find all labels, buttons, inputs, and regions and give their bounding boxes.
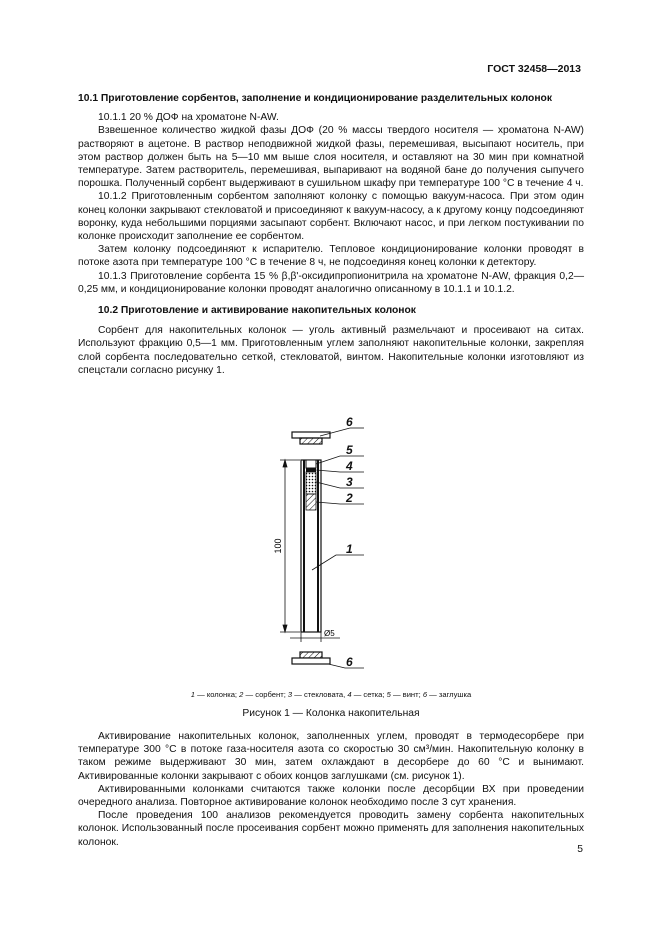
legend-text: — колонка; <box>195 690 240 699</box>
paragraph: 10.1.3 Приготовление сорбента 15 % β,β'-оксидипропионитрила на хроматоне N-AW, фракция 0,2—0,25 мм, и кондиционирование колонки проводят аналогично описанному в 10.1.1 и 10.1.2. <box>78 270 584 295</box>
label-6-bottom: 6 <box>346 655 353 669</box>
top-plug <box>292 428 364 444</box>
label-1: 1 <box>346 542 353 556</box>
paragraph: Взвешенное количество жидкой фазы ДОФ (20 % массы твердого носителя — хроматона N-AW) растворяют в ацетоне. В раствор неподвижной жидкой фазы, перемешивая, высыпают носитель, при этом раствор должен быть на 5—10 мм выше слоя носителя, и оставляют на 30 мин при комнатной температуре. Затем растворитель, перемешивая, выпаривают на водяной бане до получения сыпучего порошка. Полученный сорбент выдерживают в сушильном шкафу при температуре 100 °С в течение 4 ч. <box>78 125 584 190</box>
section-title-10-2: 10.2 Приготовление и активирование накопительных колонок <box>98 305 416 317</box>
legend-text: — винт; <box>390 690 423 699</box>
legend-num: 2 <box>239 690 244 699</box>
dim-length-label: 100 <box>273 538 283 554</box>
legend-num: 4 <box>347 690 352 699</box>
section-title-10-1: 10.1 Приготовление сорбентов, заполнение и кондиционирование разделительных колонок <box>78 93 552 104</box>
label-2: 2 <box>346 491 353 505</box>
bottom-plug <box>292 652 330 664</box>
paragraph: После проведения 100 анализов рекомендуется проводить замену сорбента накопительных колонок. Использованный после просеивания сорбент можно применять для заполнения накопительных колонок. <box>78 810 584 848</box>
legend-text: — сорбент; <box>243 690 288 699</box>
label-5: 5 <box>346 443 353 457</box>
paragraph: Затем колонку подсоединяют к испарителю. Тепловое кондиционирование колонки проводят в потоке азота при температуре 100 °С в течение 8 ч, не подсоединяя конец колонки к детектору. <box>78 244 584 269</box>
legend-num: 5 <box>386 690 391 699</box>
legend-text: — стекловата, <box>292 690 348 699</box>
figure-1-column-drawing <box>140 415 520 680</box>
legend-num: 3 <box>287 690 293 699</box>
section-10-2-continued <box>78 730 584 849</box>
paragraph: Сорбент для накопительных колонок — уголь активный размельчают и просеивают на ситах. Используют фракцию 0,5—1 мм. Приготовленным углем заполняют накопительные колонки, закрепляя слой сорбента последовательно сеткой, стекловатой, винтом. Накопительные колонки изготовляют из спецстали согласно рисунку 1. <box>78 325 584 376</box>
legend-num: 6 <box>422 690 428 699</box>
column-body <box>301 460 321 632</box>
paragraph: Активированными колонками считаются также колонки после десорбции ВХ при проведении очередного анализа. Повторное активирование колонок необходимо после 3 сут хранения. <box>78 783 584 809</box>
legend-num: 1 <box>190 690 195 699</box>
dim-diameter-label: Ø5 <box>324 629 335 638</box>
label-6-top: 6 <box>346 415 353 429</box>
label-4: 4 <box>346 459 353 473</box>
figure-caption: Рисунок 1 — Колонка накопительная <box>242 708 420 719</box>
paragraph: 10.1.1 20 % ДОФ на хроматоне N-AW. <box>98 112 279 124</box>
paragraph: Активирование накопительных колонок, заполненных углем, проводят в термодесорбере при температуре 300 °С в потоке газа-носителя азота со скоростью 30 см³/мин. Накопительную колонку в таком режиме выдерживают 30 мин, затем охлаждают в десорбере до 60 °С и вынимают. Активированные колонки закрывают с обоих концов заглушками (см. рисунок 1). <box>78 731 584 782</box>
legend-text: — заглушка <box>427 690 472 699</box>
page-number: 5 <box>577 844 583 855</box>
legend-text: — сетка; <box>351 690 387 699</box>
section-10-1 <box>78 92 584 377</box>
figure-legend <box>78 690 584 699</box>
document-header: ГОСТ 32458—2013 <box>487 63 581 75</box>
paragraph: 10.1.2 Приготовленным сорбентом заполняют колонку с помощью вакуум-насоса. При этом один конец колонки закрывают стекловатой и присоединяют к вакуум-насосу, а к другому концу подсоединяют воронку, куда небольшими порциями засыпают сорбент. Включают насос, и при легком постукивании по колонке происходит заполнение ее сорбентом. <box>78 191 584 243</box>
label-3: 3 <box>346 475 353 489</box>
